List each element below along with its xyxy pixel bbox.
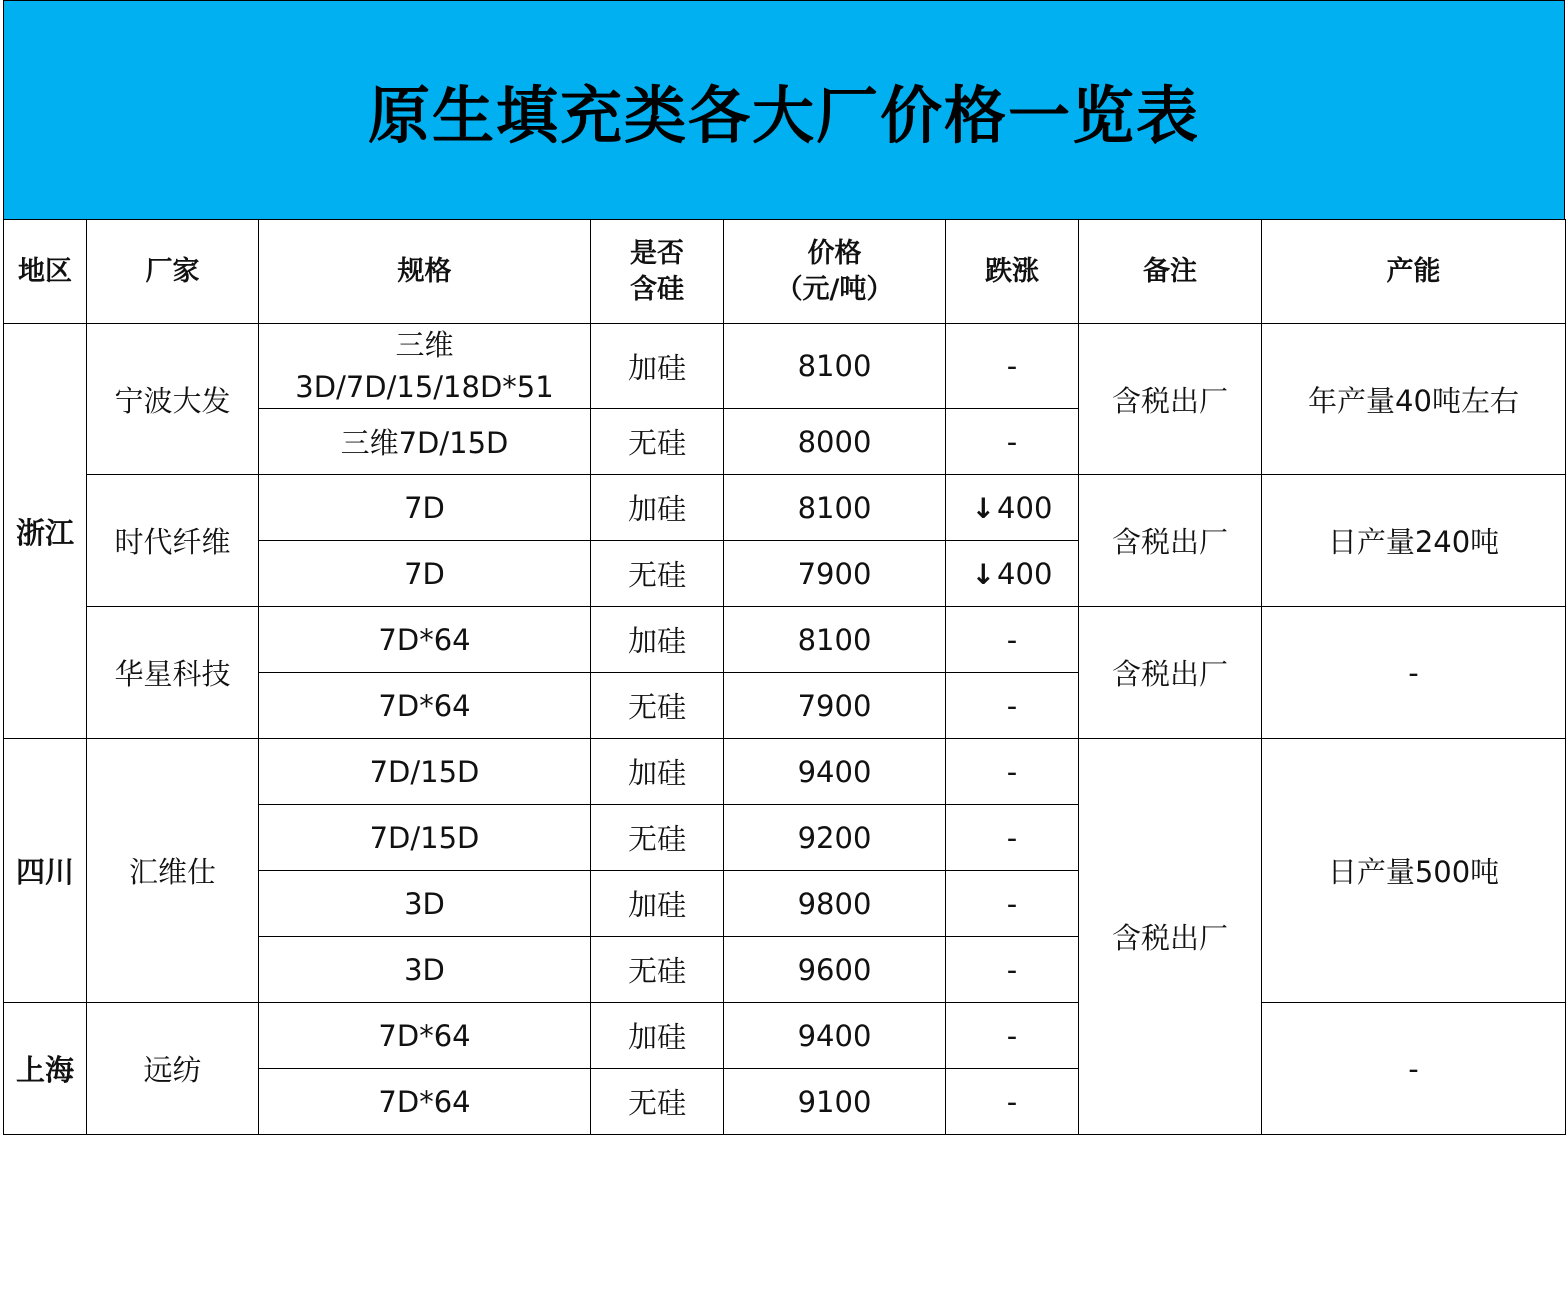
manufacturer-cell: 时代纤维 [87,475,259,607]
change-cell: - [946,805,1079,871]
spec-cell: 7D*64 [259,607,591,673]
table-row [4,607,1566,673]
note-cell: 含税出厂 [1079,475,1262,607]
price-cell: 8100 [724,475,946,541]
down-arrow-icon: ↓ [971,557,996,591]
silicon-cell: 无硅 [591,937,724,1003]
silicon-cell: 加硅 [591,871,724,937]
price-cell: 7900 [724,673,946,739]
price-cell: 8100 [724,324,946,409]
header-silicon-line1: 是否 [630,237,684,269]
price-cell: 8000 [724,409,946,475]
change-value: 400 [997,490,1053,525]
change-cell: - [946,937,1079,1003]
spec-cell: 7D/15D [259,805,591,871]
manufacturer-cell: 汇维仕 [87,739,259,1003]
change-cell: - [946,607,1079,673]
spec-cell: 7D*64 [259,1003,591,1069]
header-capacity: 产能 [1262,220,1566,324]
silicon-cell: 加硅 [591,324,724,409]
silicon-cell: 加硅 [591,739,724,805]
note-cell: 含税出厂 [1079,324,1262,475]
region-cell: 上海 [4,1003,87,1135]
capacity-cell: - [1262,607,1566,739]
header-silicon [591,220,724,324]
region-cell: 四川 [4,739,87,1003]
silicon-cell: 无硅 [591,805,724,871]
change-cell: - [946,739,1079,805]
table-row [4,739,1566,805]
spec-line2: 3D/7D/15/18D*51 [295,370,554,404]
change-cell [946,541,1079,607]
price-cell: 8100 [724,607,946,673]
silicon-cell: 加硅 [591,1003,724,1069]
manufacturer-cell: 华星科技 [87,607,259,739]
spec-line1: 三维 [395,328,454,362]
region-cell: 浙江 [4,324,87,739]
header-price-line1: 价格 [807,237,862,269]
silicon-cell: 加硅 [591,475,724,541]
table-row [4,1003,1566,1069]
change-cell: - [946,871,1079,937]
capacity-cell: 日产量500吨 [1262,739,1566,1003]
spec-cell: 7D*64 [259,1069,591,1135]
change-cell: - [946,409,1079,475]
capacity-cell: - [1262,1003,1566,1135]
change-cell: - [946,1069,1079,1135]
note-cell: 含税出厂 [1079,739,1262,1135]
table-row [4,475,1566,541]
silicon-cell: 无硅 [591,1069,724,1135]
header-region: 地区 [4,220,87,324]
manufacturer-cell: 宁波大发 [87,324,259,475]
spec-cell [259,324,591,409]
table-row [4,324,1566,409]
price-sheet [3,0,1565,1135]
price-cell: 9800 [724,871,946,937]
change-cell: - [946,324,1079,409]
header-row [4,220,1566,324]
spec-cell: 7D [259,475,591,541]
manufacturer-cell: 远纺 [87,1003,259,1135]
spec-cell: 7D/15D [259,739,591,805]
header-change: 跌涨 [946,220,1079,324]
price-cell: 9600 [724,937,946,1003]
price-cell: 9200 [724,805,946,871]
price-table [3,219,1566,1135]
header-price-line2: （元/吨） [775,273,894,305]
change-value: 400 [997,556,1053,591]
page-title: 原生填充类各大厂价格一览表 [367,78,1200,152]
silicon-cell: 加硅 [591,607,724,673]
header-spec: 规格 [259,220,591,324]
title-banner [3,0,1565,219]
price-cell: 9100 [724,1069,946,1135]
header-silicon-line2: 含硅 [630,273,684,305]
change-cell: - [946,673,1079,739]
price-cell: 7900 [724,541,946,607]
silicon-cell: 无硅 [591,673,724,739]
down-arrow-icon: ↓ [971,491,996,525]
note-cell: 含税出厂 [1079,607,1262,739]
header-manufacturer: 厂家 [87,220,259,324]
spec-cell: 7D*64 [259,673,591,739]
change-cell [946,475,1079,541]
price-cell: 9400 [724,739,946,805]
silicon-cell: 无硅 [591,541,724,607]
spec-cell: 7D [259,541,591,607]
spec-cell: 3D [259,937,591,1003]
header-note: 备注 [1079,220,1262,324]
capacity-cell: 日产量240吨 [1262,475,1566,607]
capacity-cell: 年产量40吨左右 [1262,324,1566,475]
spec-cell: 3D [259,871,591,937]
change-cell: - [946,1003,1079,1069]
price-cell: 9400 [724,1003,946,1069]
header-price [724,220,946,324]
silicon-cell: 无硅 [591,409,724,475]
spec-cell: 三维7D/15D [259,409,591,475]
